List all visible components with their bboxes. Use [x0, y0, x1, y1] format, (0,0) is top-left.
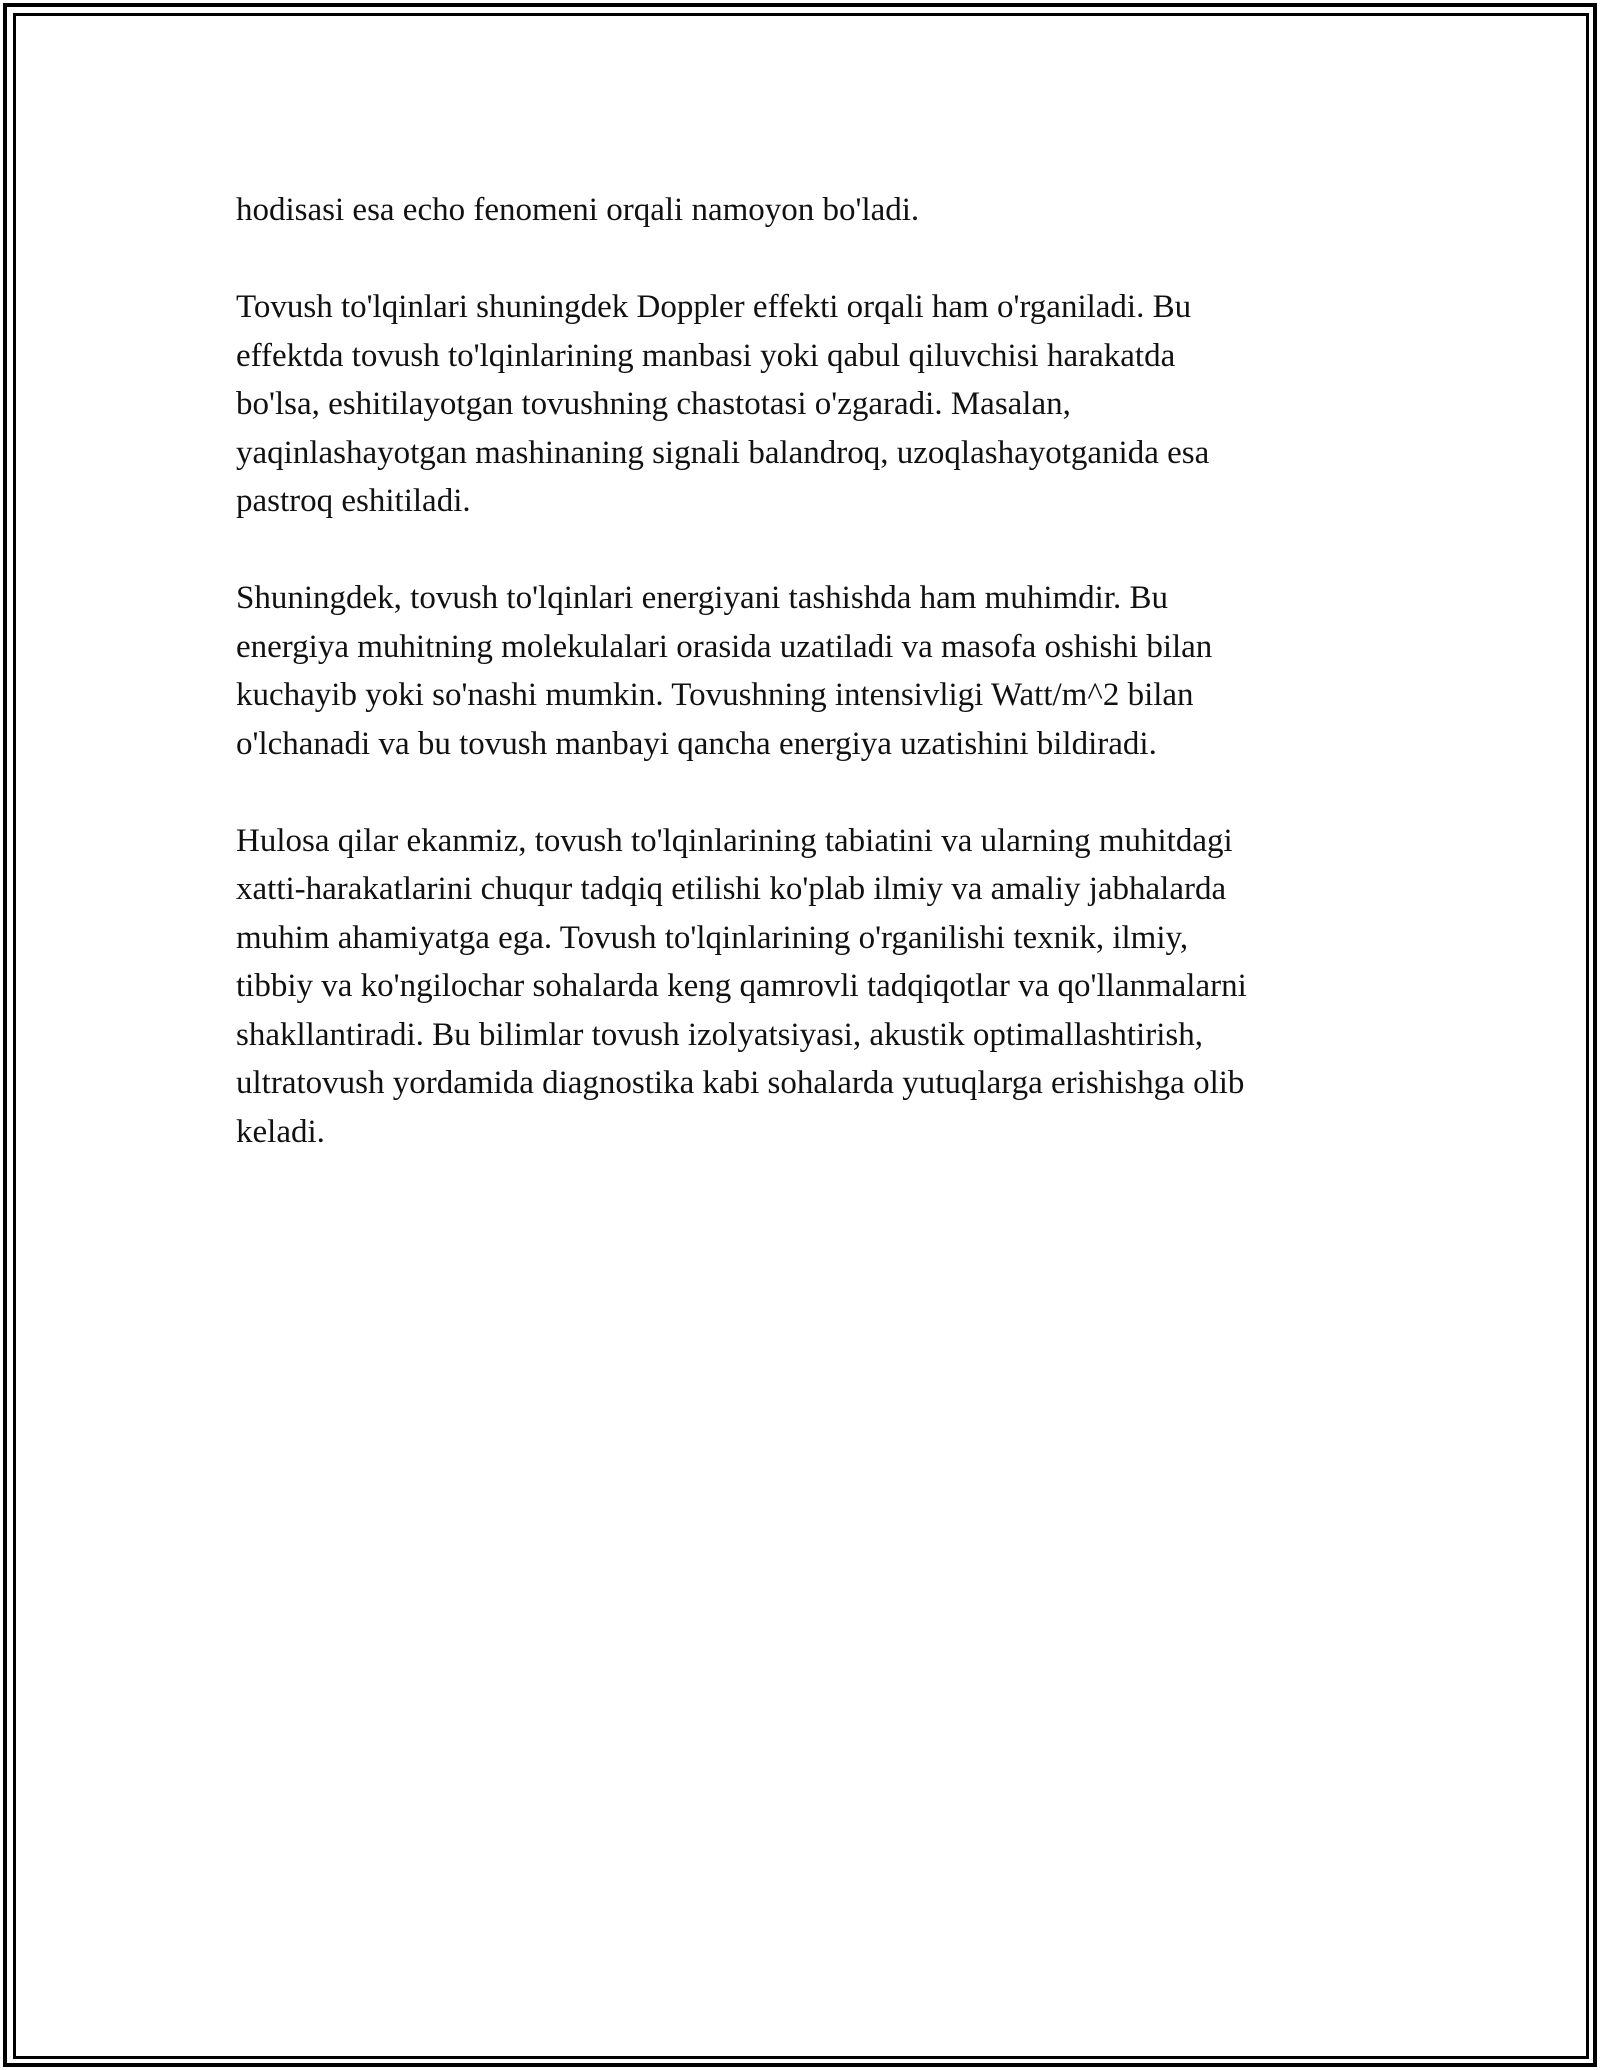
text-line: Hulosa qilar ekanmiz, tovush to'lqinlarining tabiatini va ularning muhitdagi: [236, 822, 1233, 859]
paragraph-conclusion: [236, 817, 1366, 1157]
text-line: bo'lsa, eshitilayotgan tovushning chastotasi o'zgaradi. Masalan,: [236, 386, 1071, 422]
text-line: hodisasi esa echo fenomeni orqali namoyon bo'ladi.: [236, 192, 920, 228]
text-line: xatti-harakatlarini chuqur tadqiq etilishi ko'plab ilmiy va amaliy jabhalarda: [236, 871, 1227, 907]
text-line: effektda tovush to'lqinlarining manbasi yoki qabul qiluvchisi harakatda: [236, 337, 1176, 374]
text-line: Shuningdek, tovush to'lqinlari energiyani tashishda ham muhimdir. Bu: [236, 580, 1169, 616]
text-line: tibbiy va ko'ngilochar sohalarda keng qamrovli tadqiqotlar va qo'llanmalarni: [236, 968, 1247, 1004]
text-line: energiya muhitning molekulalari orasida uzatiladi va masofa oshishi bilan: [236, 628, 1213, 665]
text-line: yaqinlashayotgan mashinaning signali balandroq, uzoqlashayotganida esa: [236, 434, 1210, 471]
text-line: kuchayib yoki so'nashi mumkin. Tovushning intensivligi Watt/m^2 bilan: [236, 677, 1194, 713]
text-line: Tovush to'lqinlari shuningdek Doppler effekti orqali ham o'rganiladi. Bu: [236, 289, 1192, 325]
paragraph-doppler: [236, 283, 1366, 526]
text-line: muhim ahamiyatga ega. Tovush to'lqinlarining o'rganilishi texnik, ilmiy,: [236, 919, 1189, 956]
text-line: pastroq eshitiladi.: [236, 483, 471, 519]
text-line: o'lchanadi va bu tovush manbayi qancha energiya uzatishini bildiradi.: [236, 725, 1157, 762]
paragraph-echo: [236, 186, 1366, 235]
text-line: keladi.: [236, 1113, 325, 1150]
document-body: [236, 186, 1366, 1205]
paragraph-energy: [236, 574, 1366, 768]
text-line: shakllantiradi. Bu bilimlar tovush izolyatsiyasi, akustik optimallashtirish,: [236, 1016, 1203, 1053]
text-line: ultratovush yordamida diagnostika kabi sohalarda yutuqlarga erishishga olib: [236, 1065, 1245, 1101]
